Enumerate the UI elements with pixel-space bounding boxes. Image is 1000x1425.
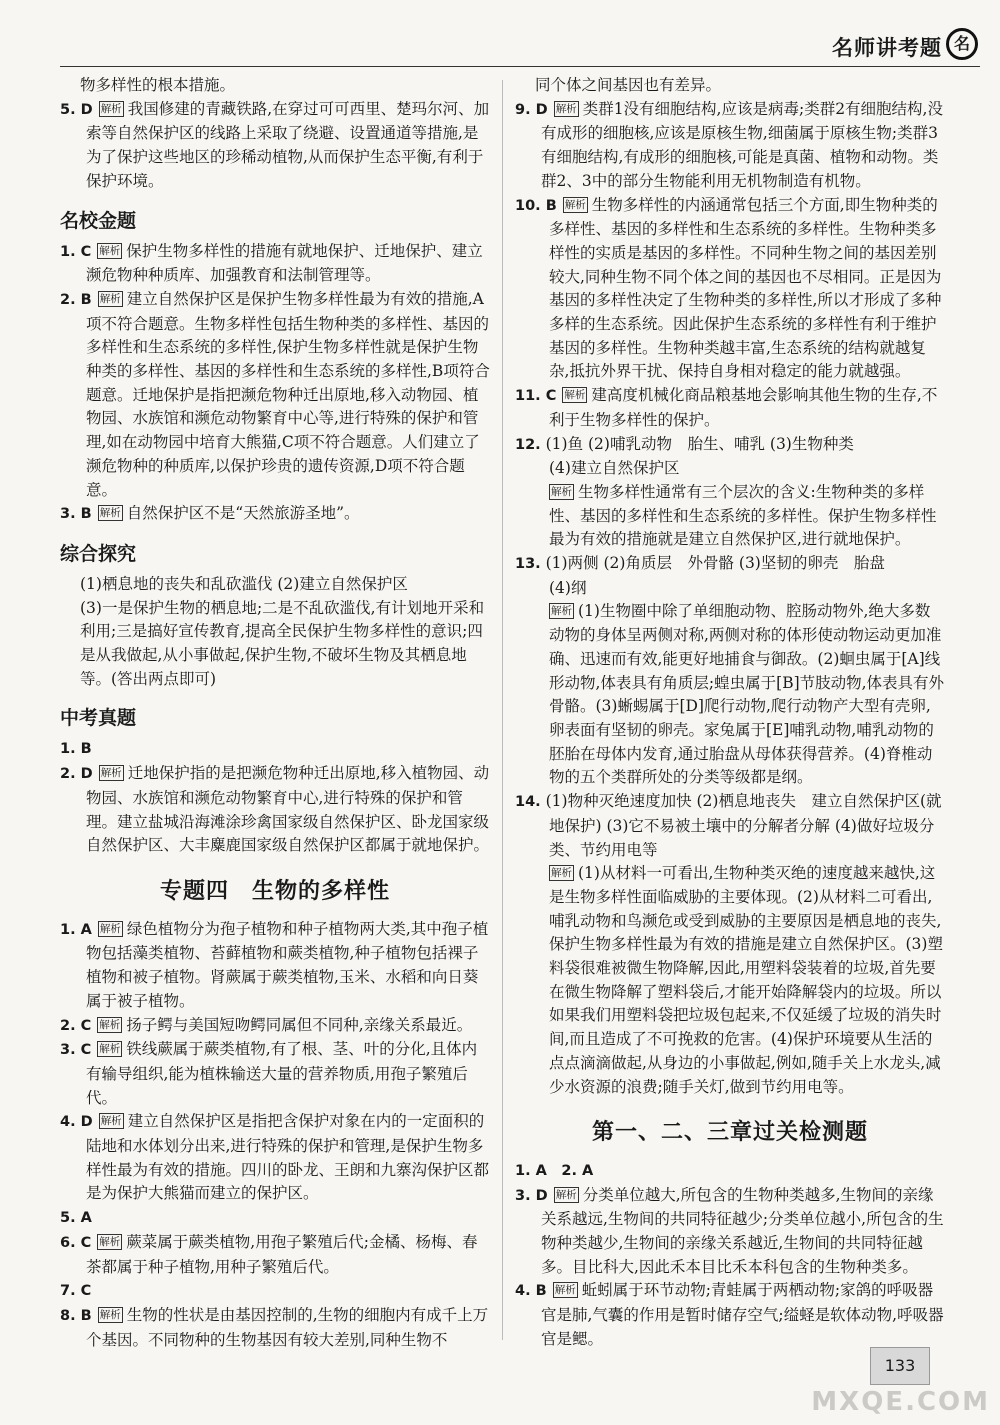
answer-number: 3. B — [60, 506, 92, 523]
answer-item — [60, 737, 490, 762]
answer-number: 9. D — [515, 101, 548, 118]
answer-item — [60, 240, 490, 288]
answer-item — [60, 1038, 490, 1110]
analysis-tag: 解析 — [99, 1308, 121, 1321]
analysis-tag: 解析 — [99, 507, 121, 520]
carry-over-text: 物多样性的根本措施。 — [80, 76, 236, 94]
answer-number: 1. A — [60, 921, 92, 938]
answer-text: 自然保护区不是“天然旅游圣地”。 — [126, 504, 360, 523]
analysis-tag: 解析 — [99, 1043, 121, 1056]
answer-text: 分类单位越大,所包含的生物种类越多,生物间的亲缘关系越远,生物间的共同特征越少;分类单位越小,所包含的生物种类越少,生物间的亲缘关系越近,生物间的共同特征越多。目比科大,因此禾本目比禾本科包含的生物种类多。 — [541, 1185, 944, 1276]
answer-number: 2. B — [60, 291, 92, 308]
answer-text: (4)纲 — [549, 578, 587, 597]
answer-text: (1)栖息地的丧失和乱砍滥伐 (2)建立自然保护区 — [80, 574, 408, 593]
answer-item — [60, 1279, 490, 1304]
analysis-tag: 解析 — [100, 767, 122, 780]
answer-number: 1. A 2. A — [515, 1162, 594, 1179]
answer-number: 2. C — [60, 1017, 92, 1034]
answer-number: 3. C — [60, 1042, 92, 1059]
answer-text: 建立自然保护区是指把含保护对象在内的一定面积的陆地和水体划分出来,进行特殊的保护和管理,是保护生物多样性最为有效的措施。四川的卧龙、王朗和九寨沟保护区都是为保护大熊猫而建立的保护区。 — [86, 1112, 490, 1203]
analysis-block — [515, 862, 945, 1099]
answer-number: 10. B — [515, 197, 557, 214]
answer-text: (1)两侧 (2)角质层 外骨骼 (3)坚韧的卵壳 胎盘 — [545, 554, 885, 573]
analysis-tag: 解析 — [100, 1115, 122, 1128]
analysis-tag: 解析 — [564, 389, 586, 402]
analysis-tag: 解析 — [99, 922, 121, 935]
answer-item — [515, 552, 945, 577]
brand-logo-icon: 名 — [946, 28, 978, 60]
answer-item — [515, 1159, 945, 1184]
answer-text: 绿色植物分为孢子植物和种子植物两大类,其中孢子植物包括藻类植物、苔藓植物和蕨类植物,种子植物包括裸子植物和被子植物。肾蕨属于蕨类植物,玉米、水稻和向日葵属于被子植物。 — [86, 919, 489, 1010]
answer-number: 13. — [515, 556, 541, 573]
answer-number: 4. B — [515, 1283, 547, 1300]
watermark: MXQE.COM — [811, 1387, 990, 1417]
answer-text: (4)建立自然保护区 — [549, 459, 680, 478]
analysis-tag: 解析 — [99, 1235, 121, 1248]
answer-text: 生物多样性通常有三个层次的含义:生物种类的多样性、基因的多样性和生态系统的多样性。保护生物多样性最为有效的措施就是建立自然保护区,进行就地保护。 — [549, 482, 937, 549]
analysis-tag: 解析 — [555, 102, 577, 115]
answer-item — [515, 194, 945, 385]
answer-item — [60, 918, 490, 1014]
analysis-tag: 解析 — [100, 102, 122, 115]
answer-text: (1)生物圈中除了单细胞动物、腔肠动物外,绝大多数动物的身体呈两侧对称,两侧对称的体形使动物运动更加准确、迅速而有效,能更好地捕食与御敌。(2)蛔虫属于[A]线形动物,体表具有角质层;蝗虫属于[B]节肢动物,体表具有外骨骼。(3)蜥蜴属于[D]爬行动物,爬行动物产大型有壳卵,卵表面有坚韧的卵壳。家兔属于[E]哺乳动物,哺乳动物的胚胎在母体内发育,通过胎盘从母体获得营养。(4)脊椎动物的五个类群所处的分类等级都是纲。 — [549, 602, 945, 787]
analysis-tag: 解析 — [99, 1018, 121, 1031]
answer-text: (1)物种灭绝速度加快 (2)栖息地丧失 建立自然保护区(就地保护) (3)它不易被土壤中的分解者分解 (4)做好垃圾分类、节约用电等 — [545, 792, 942, 859]
right-column — [515, 74, 945, 1352]
carry-over-text: 同个体之间基因也有差异。 — [535, 76, 722, 94]
answer-item — [60, 98, 490, 194]
answer-number: 1. C — [60, 243, 92, 260]
analysis-tag: 解析 — [554, 1284, 576, 1297]
section-heading-zhongkao: 中考真题 — [60, 707, 137, 730]
answer-text: 生物的性状是由基因控制的,生物的细胞内有成千上万个基因。不同物种的生物基因有较大差别,同种生物不 — [86, 1305, 489, 1349]
answer-item — [515, 98, 945, 194]
answer-text: 扬子鳄与美国短吻鳄同属但不同种,亲缘关系最近。 — [126, 1015, 473, 1034]
answer-text: (1)鱼 (2)哺乳动物 胎生、哺乳 (3)生物种类 — [545, 434, 854, 453]
answer-text: 我国修建的青藏铁路,在穿过可可西里、楚玛尔河、加索等自然保护区的线路上采取了绕避、设置通道等措施,是为了保护这些地区的珍稀动植物,从而保护生态平衡,有利于保护环境。 — [86, 99, 490, 190]
header-brand: 名师讲考题 — [832, 36, 942, 60]
answer-text: 建立自然保护区是保护生物多样性最为有效的措施,A项不符合题意。生物多样性包括生物种类的多样性、基因的多样性和生态系统的多样性,保护生物多样性就是保护生物种类的多样性、基因的多样性和生态系统的多样性,B项符合题意。迁地保护是指把濒危物种迁出原地,移入动物园、植物园、水族馆和濒危动物繁育中心等,进行特殊的保护和管理,如在动物园中培育大熊猫,C项不符合题意。人们建立了濒危物种的种质库,以保护珍贵的遗传资源,D项不符合题意。 — [86, 289, 490, 499]
analysis-block — [515, 481, 945, 552]
answer-text: 铁线蕨属于蕨类植物,有了根、茎、叶的分化,且体内有输导组织,能为植株输送大量的营养物质,用孢子繁殖后代。 — [86, 1040, 478, 1107]
answer-item — [60, 1231, 490, 1279]
analysis-block — [515, 600, 945, 790]
answer-number: 3. D — [515, 1187, 548, 1204]
header-rule — [60, 66, 980, 67]
answer-number: 5. A — [60, 1210, 92, 1227]
answer-text: 建高度机械化商品粮基地会影响其他生物的生存,不利于生物多样性的保护。 — [549, 386, 938, 429]
answer-item — [515, 384, 945, 432]
topic-heading: 第一、二、三章过关检测题 — [591, 1120, 868, 1146]
answer-number: 4. D — [60, 1114, 93, 1131]
analysis-tag: 解析 — [99, 292, 121, 305]
analysis-tag: 解析 — [99, 244, 121, 257]
answer-item — [60, 288, 490, 502]
section-heading-mingxiao: 名校金题 — [60, 209, 137, 232]
left-column — [60, 74, 490, 1352]
answer-number: 12. — [515, 436, 541, 453]
answer-item — [515, 1184, 945, 1280]
analysis-tag: 解析 — [551, 867, 572, 880]
answer-item — [60, 1014, 490, 1039]
answer-item — [515, 1279, 945, 1351]
answer-number: 6. C — [60, 1234, 92, 1251]
answer-number: 2. D — [60, 766, 93, 783]
answer-number: 8. B — [60, 1307, 92, 1324]
answer-number: 11. C — [515, 388, 557, 405]
answer-number: 1. B — [60, 741, 92, 758]
answer-text: 蚯蚓属于环节动物;青蛙属于两栖动物;家鸽的呼吸器官是肺,气囊的作用是暂时储存空气;缢蛏是软体动物,呼吸器官是鳃。 — [541, 1281, 944, 1348]
answer-text: 生物多样性的内涵通常包括三个方面,即生物种类的多样性、基因的多样性和生态系统的多样性。生物种类多样性的实质是基因的多样性。不同种生物之间的基因差别较大,同种生物不同个体之间的基因也不尽相同。正是因为基因的多样性决定了生物种类的多样性,所以才形成了多种多样的生态系统。因此保护生态系统的多样性有利于维护基因的多样性。生物种类越丰富,生态系统的结构就越复杂,抵抗外界干扰、保持自身相对稳定的能力就越强。 — [549, 195, 942, 381]
answer-text: (1)从材料一可看出,生物种类灭绝的速度越来越快,这是生物多样性面临威胁的主要体现。(2)从材料二可看出,哺乳动物和鸟濒危或受到威胁的主要原因是栖息地的丧失,保护生物多样性最为有效的措施是建立自然保护区。(3)塑料袋很难被微生物降解,因此,用塑料袋装着的垃圾,首先要在微生物降解了塑料袋后,才能开始降解袋内的垃圾。所以如果我们用塑料袋把垃圾包起来,不仅延缓了垃圾的消失时间,而且造成了不可挽救的危害。(4)保护环境要从生活的点点滴滴做起,从身边的小事做起,例如,随手关上水龙头,减少水资源的浪费;随手关灯,做到节约用电等。 — [549, 864, 943, 1096]
answer-item — [60, 1206, 490, 1231]
answer-number: 5. D — [60, 101, 93, 118]
answer-text: 蕨菜属于蕨类植物,用孢子繁殖后代;金橘、杨梅、春茶都属于种子植物,用种子繁殖后代。 — [86, 1232, 478, 1276]
analysis-tag: 解析 — [564, 198, 586, 211]
answer-item — [515, 790, 945, 862]
analysis-tag: 解析 — [551, 485, 572, 498]
analysis-tag: 解析 — [555, 1188, 577, 1201]
analysis-tag: 解析 — [551, 605, 572, 618]
answer-number: 14. — [515, 794, 541, 811]
answer-item — [60, 762, 490, 858]
answer-text: 迁地保护指的是把濒危物种迁出原地,移入植物园、动物园、水族馆和濒危动物繁育中心,进行特殊的保护和管理。建立盐城沿海滩涂珍禽国家级自然保护区、卧龙国家级自然保护区、大丰麋鹿国家级自然保护区都属于就地保护。 — [86, 764, 490, 855]
answer-text: 保护生物多样性的措施有就地保护、迁地保护、建立濒危物种种质库、加强教育和法制管理等。 — [86, 241, 483, 285]
answer-text: 类群1没有细胞结构,应该是病毒;类群2有细胞结构,没有成形的细胞核,应该是原核生物,细菌属于原核生物;类群3有细胞结构,有成形的细胞核,可能是真菌、植物和动物。类群2、3中的部分生物能利用无机物制造有机物。 — [541, 99, 943, 190]
column-divider — [502, 80, 503, 1340]
answer-number: 7. C — [60, 1283, 92, 1300]
topic-heading: 专题四 生物的多样性 — [159, 878, 390, 904]
answer-item — [60, 502, 490, 527]
answer-item — [60, 1110, 490, 1206]
answer-text: (3)一是保护生物的栖息地;二是不乱砍滥伐,有计划地开采和利用;三是搞好宣传教育,提高全民保护生物多样性的意识;四是从我做起,从小事做起,保护生物,不破坏生物及其栖息地等。(答出两点即可) — [80, 598, 485, 688]
section-heading-zonghe: 综合探究 — [60, 542, 137, 565]
answer-item — [515, 433, 945, 458]
page-number: 133 — [870, 1347, 930, 1385]
answer-item — [60, 1304, 490, 1352]
